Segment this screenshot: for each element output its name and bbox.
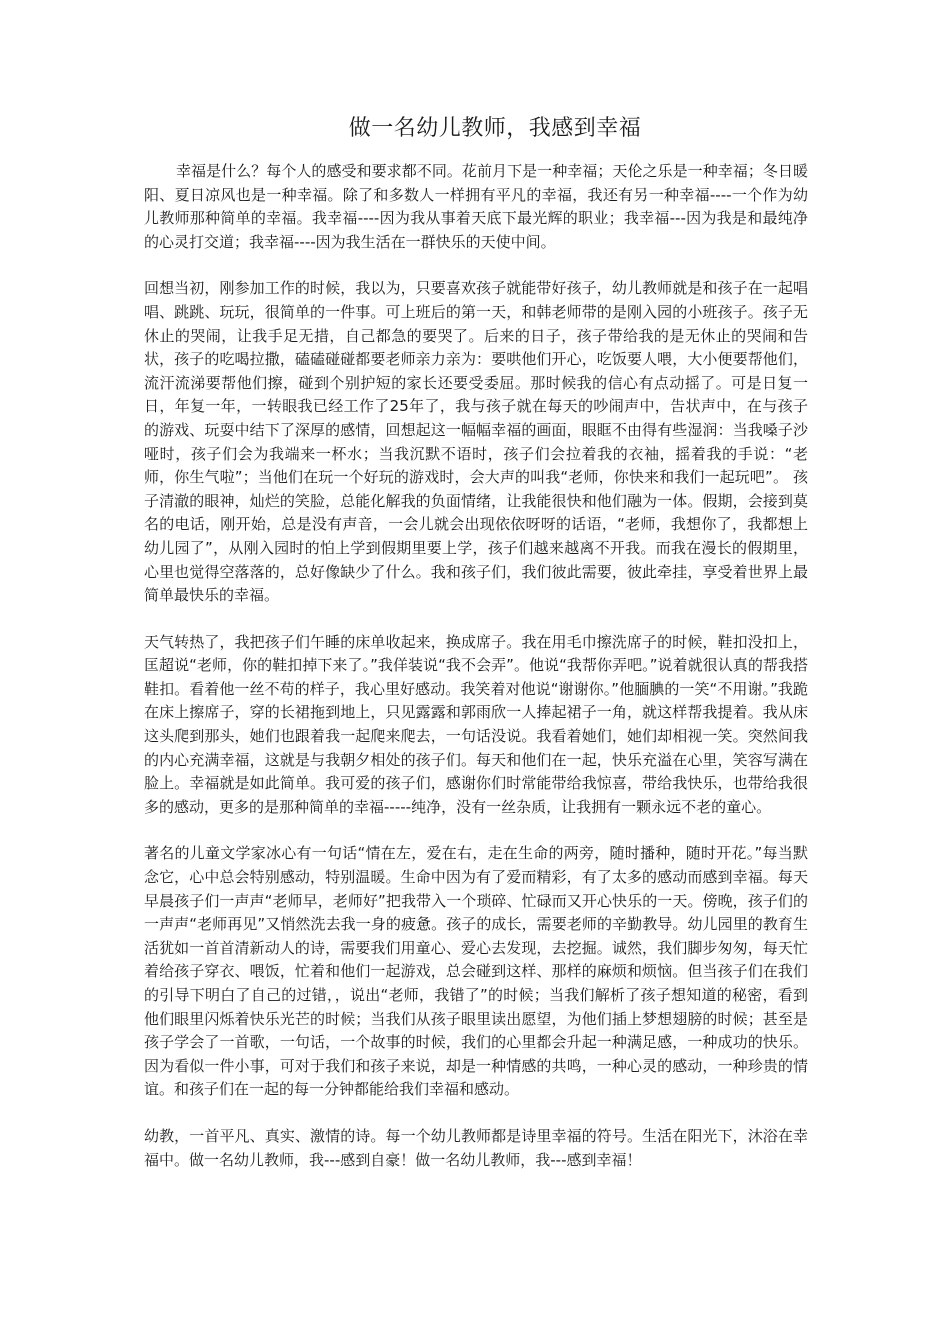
paragraph-conclusion: 幼教，一首平凡、真实、激情的诗。每一个幼儿教师都是诗里幸福的符号。生活在阳光下，沐浴在幸福中。做一名幼儿教师，我---感到自豪！做一名幼儿教师，我---感到幸福！	[144, 1126, 808, 1169]
paragraph-recollection: 回想当初，刚参加工作的时候，我以为，只要喜欢孩子就能带好孩子，幼儿教师就是和孩子在一起唱唱、跳跳、玩玩，很简单的一件事。可上班后的第一天，和韩老师带的是刚入园的小班孩子。孩子无休止的哭闹，让我手足无措，自己都急的要哭了。后来的日子，孩子带给我的是无休止的哭闹和告状，孩子的吃喝拉撒，磕磕碰碰都要老师亲力亲为：要哄他们开心，吃饭要人喂，大小便要帮他们，流汗流涕要帮他们擦，碰到个别护短的家长还要受委屈。那时候我的信心有点动摇了。可是日复一日，年复一年，一转眼我已经工作了25年了，我与孩子就在每天的吵闹声中，告状声中，在与孩子的游戏、玩耍中结下了深厚的感情，回想起这一幅幅幸福的画面，眼眶不由得有些湿润：当我嗓子沙哑时，孩子们会为我端来一杯水；当我沉默不语时，孩子们会拉着我的衣袖，摇着我的手说：“老师，你生气啦”；当他们在玩一个好玩的游戏时，会大声的叫我“老师，你快来和我们一起玩吧”。 孩子清澈的眼神，灿烂的笑脸，总能化解我的负面情绪，让我能很快和他们融为一体。假期，会接到莫名的电话，刚开始，总是没有声音，一会儿就会出现依依呀呀的话语，“老师，我想你了，我都想上幼儿园了”，从刚入园时的怕上学到假期里要上学，孩子们越来越离不开我。而我在漫长的假期里，心里也觉得空落落的，总好像缺少了什么。我和孩子们，我们彼此需要，彼此牵挂，享受着世界上最简单最快乐的幸福。	[144, 279, 808, 605]
paragraph-intro: 幸福是什么？每个人的感受和要求都不同。花前月下是一种幸福；天伦之乐是一种幸福；冬日暖阳、夏日凉风也是一种幸福。除了和多数人一样拥有平凡的幸福，我还有另一种幸福----一个作为幼儿教师那种简单的幸福。我幸福----因为我从事着天底下最光辉的职业；我幸福---因为我是和最纯净的心灵打交道；我幸福----因为我生活在一群快乐的天使中间。	[144, 162, 808, 251]
paragraph-bingxin-quote: 著名的儿童文学家冰心有一句话“情在左，爱在右，走在生命的两旁，随时播种，随时开花。”每当默念它，心中总会特别感动，特别温暖。生命中因为有了爱而精彩，有了太多的感动而感到幸福。每天早晨孩子们一声声“老师早，老师好”把我带入一个琐碎、忙碌而又开心快乐的一天。傍晚，孩子们的一声声“老师再见”又悄然洗去我一身的疲惫。孩子的成长，需要老师的辛勤教导。幼儿园里的教育生活犹如一首首清新动人的诗，需要我们用童心、爱心去发现，去挖掘。诚然，我们脚步匆匆，每天忙着给孩子穿衣、喂饭，忙着和他们一起游戏，总会碰到这样、那样的麻烦和烦恼。但当孩子们在我们的引导下明白了自己的过错，，说出“老师，我错了”的时候；当我们解析了孩子想知道的秘密，看到他们眼里闪烁着快乐光芒的时候；当我们从孩子眼里读出愿望，为他们插上梦想翅膀的时候；甚至是孩子学会了一首歌，一句话，一个故事的时候，我们的心里都会升起一种满足感，一种成功的快乐。因为看似一件小事，可对于我们和孩子来说，却是一种情感的共鸣，一种心灵的感动，一种珍贵的情谊。和孩子们在一起的每一分钟都能给我们幸福和感动。	[144, 844, 808, 1099]
document-page	[144, 112, 808, 1195]
document-title: 做一名幼儿教师，我感到幸福	[348, 116, 642, 141]
paragraph-summer-story: 天气转热了，我把孩子们午睡的床单收起来，换成席子。我在用毛巾擦洗席子的时候，鞋扣没扣上，匡超说“老师，你的鞋扣掉下来了。”我佯装说“我不会弄”。他说“我帮你弄吧。”说着就很认真的帮我搭鞋扣。看着他一丝不苟的样子，我心里好感动。我笑着对他说“谢谢你。”他腼腆的一笑“不用谢。”我跪在床上擦席子，穿的长裙拖到地上，只见露露和郭雨欣一人捧起裙子一角，就这样帮我提着。我从床这头爬到那头，她们也跟着我一起爬来爬去，一句话没说。我看着她们，她们却相视一笑。突然间我的内心充满幸福，这就是与我朝夕相处的孩子们。每天和他们在一起，快乐充溢在心里，笑容写满在脸上。幸福就是如此简单。我可爱的孩子们，感谢你们时常能带给我惊喜，带给我快乐，也带给我很多的感动，更多的是那种简单的幸福-----纯净，没有一丝杂质，让我拥有一颗永远不老的童心。	[144, 632, 808, 816]
